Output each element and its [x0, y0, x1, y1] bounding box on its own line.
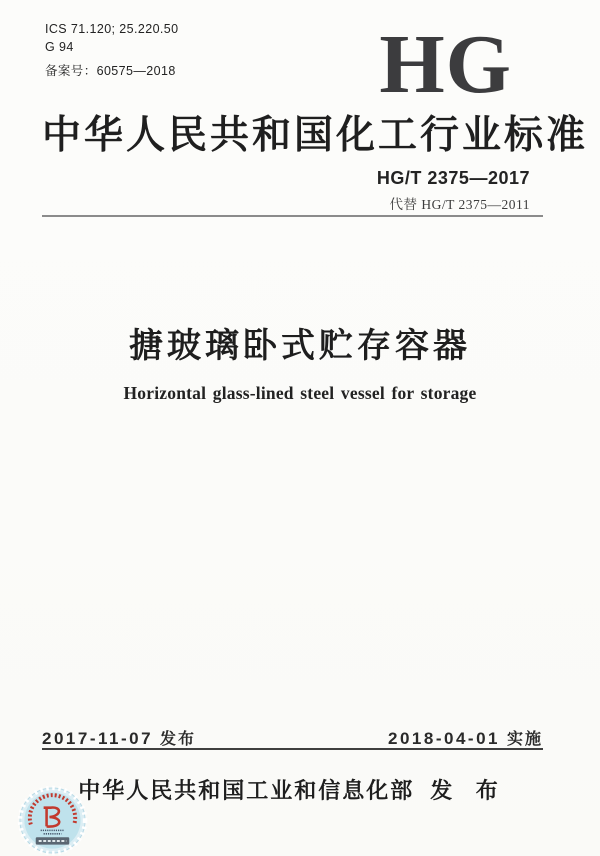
standard-number-block	[377, 168, 530, 213]
document-meta	[45, 20, 179, 80]
record-number: 备案号：60575—2018	[45, 64, 176, 79]
document-title-english: Horizontal glass-lined steel vessel for storage	[123, 383, 477, 403]
certification-stamp-icon	[17, 785, 88, 856]
publisher-name: 中华人民共和国工业和信息化部	[78, 778, 415, 803]
issue-date-group	[42, 726, 196, 749]
issue-label: 发布	[160, 731, 197, 748]
header-divider	[42, 215, 543, 217]
hg-standard-logo: HG	[379, 18, 512, 111]
footer-divider	[42, 748, 543, 750]
implement-date-group	[388, 726, 543, 749]
implement-label: 实施	[506, 731, 543, 748]
classification-code: G 94	[45, 40, 74, 55]
implement-date: 2018-04-01	[388, 729, 500, 748]
document-title-chinese: 搪玻璃卧式贮存容器	[129, 327, 471, 365]
replaced-standard: 代替 HG/T 2375—2011	[389, 197, 530, 212]
standard-number: HG/T 2375—2017	[376, 168, 530, 188]
publish-label: 发 布	[430, 778, 507, 803]
publisher-row	[42, 774, 543, 805]
dates-row	[42, 726, 543, 749]
issue-date: 2017-11-07	[42, 729, 154, 748]
ics-code: ICS 71.120; 25.220.50	[45, 22, 179, 36]
standard-category-heading: 中华人民共和国化工行业标准	[42, 114, 589, 157]
